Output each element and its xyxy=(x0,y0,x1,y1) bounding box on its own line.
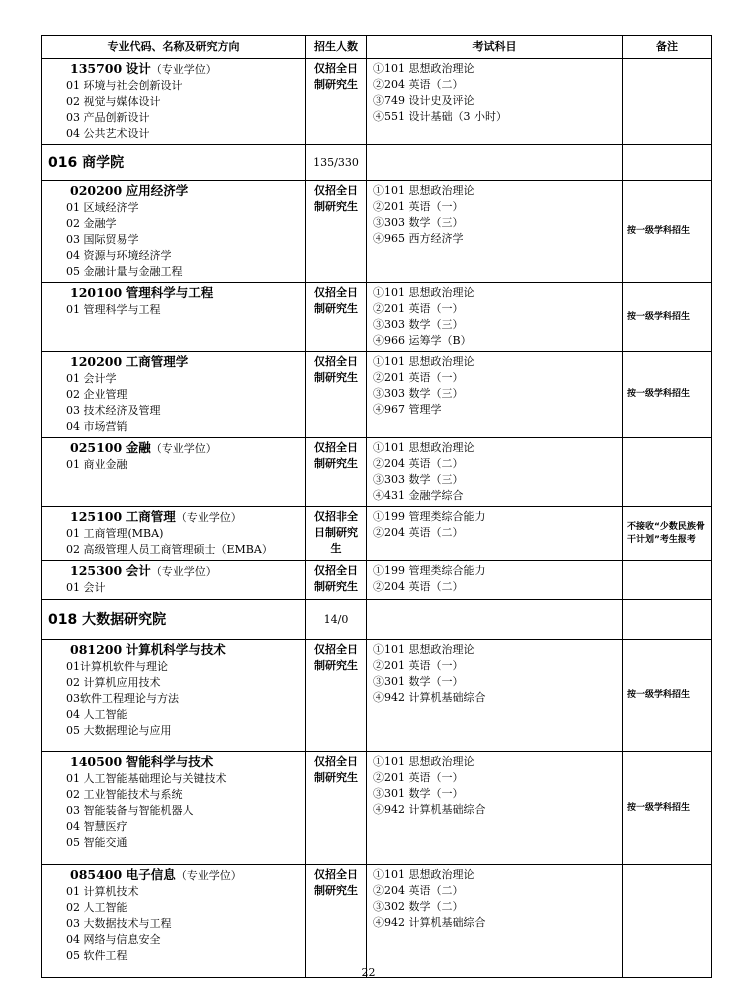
direction-item: 02 工业智能技术与系统 xyxy=(66,788,183,801)
count-text: 制研究生 xyxy=(314,884,358,897)
direction-item: 03 大数据技术与工程 xyxy=(66,917,172,930)
subject-item: ①101 思想政治理论 xyxy=(373,184,475,197)
major-cell xyxy=(42,352,306,438)
count-text: 仅招全日 xyxy=(314,441,358,454)
count-text: 制研究生 xyxy=(314,302,358,315)
subject-item: ④942 计算机基础综合 xyxy=(373,803,486,816)
major-code: 020200 xyxy=(70,183,123,198)
major-degree-note: （专业学位） xyxy=(175,869,242,882)
subject-item: ③303 数学（三） xyxy=(373,216,464,229)
major-name: 设计 xyxy=(125,61,151,76)
subject-item: ②201 英语（一） xyxy=(373,371,464,384)
major-code: 120100 xyxy=(70,285,123,300)
major-code: 081200 xyxy=(70,642,123,657)
major-cell xyxy=(42,507,306,561)
table-row xyxy=(42,438,712,507)
count-text: 仅招全日 xyxy=(314,62,358,75)
subject-item: ①101 思想政治理论 xyxy=(373,441,475,454)
header-count: 招生人数 xyxy=(306,36,367,59)
direction-item: 05 大数据理论与应用 xyxy=(66,724,172,737)
remark-cell xyxy=(623,438,712,507)
subjects-cell xyxy=(367,352,623,438)
major-cell xyxy=(42,865,306,978)
major-degree-note: （专业学位） xyxy=(175,511,242,524)
count-cell xyxy=(306,507,367,561)
major-name: 金融 xyxy=(125,440,151,455)
direction-item: 05 智能交通 xyxy=(66,836,128,849)
subject-item: ①199 管理类综合能力 xyxy=(373,510,486,523)
major-name: 应用经济学 xyxy=(125,183,189,198)
major-degree-note: （专业学位） xyxy=(150,63,217,76)
count-text: 制研究生 xyxy=(314,771,358,784)
remark-cell xyxy=(623,59,712,145)
direction-item: 01 会计 xyxy=(66,581,106,594)
remark-cell: 按一级学科招生 xyxy=(623,352,712,438)
direction-item: 02 视觉与媒体设计 xyxy=(66,95,161,108)
count-cell xyxy=(306,352,367,438)
subject-item: ②204 英语（二） xyxy=(373,457,464,470)
count-text: 制研究生 xyxy=(314,200,358,213)
count-text: 制研究生 xyxy=(314,457,358,470)
subject-item: ④966 运筹学（B） xyxy=(373,334,472,347)
major-cell xyxy=(42,181,306,283)
subjects-cell xyxy=(367,865,623,978)
count-text: 生 xyxy=(330,542,342,555)
direction-item: 02 人工智能 xyxy=(66,901,128,914)
remark-cell: 按一级学科招生 xyxy=(623,640,712,752)
major-cell xyxy=(42,59,306,145)
subject-item: ②201 英语（一） xyxy=(373,302,464,315)
count-cell xyxy=(306,561,367,600)
direction-item: 02 金融学 xyxy=(66,217,117,230)
table-row xyxy=(42,561,712,600)
count-cell xyxy=(306,181,367,283)
subject-item: ④942 计算机基础综合 xyxy=(373,916,486,929)
remark-cell: 不接收“少数民族骨干计划”考生报考 xyxy=(623,507,712,561)
direction-item: 01 管理科学与工程 xyxy=(66,303,161,316)
header-notes: 备注 xyxy=(623,36,712,59)
subjects-cell xyxy=(367,507,623,561)
major-name: 管理科学与工程 xyxy=(125,285,214,300)
count-cell xyxy=(306,438,367,507)
major-cell xyxy=(42,283,306,352)
subject-item: ③302 数学（二） xyxy=(373,900,464,913)
major-name: 会计 xyxy=(125,563,151,578)
count-cell xyxy=(306,283,367,352)
direction-item: 01 工商管理(MBA) xyxy=(66,527,164,540)
empty-cell xyxy=(623,600,712,640)
subject-item: ②204 英语（二） xyxy=(373,580,464,593)
subjects-cell xyxy=(367,640,623,752)
subject-item: ③303 数学（三） xyxy=(373,387,464,400)
subject-item: ④431 金融学综合 xyxy=(373,489,464,502)
direction-item: 01 计算机技术 xyxy=(66,885,139,898)
subject-item: ①101 思想政治理论 xyxy=(373,755,475,768)
subject-item: ①101 思想政治理论 xyxy=(373,286,475,299)
table-header-row xyxy=(42,36,712,59)
table-row xyxy=(42,640,712,752)
table-row xyxy=(42,283,712,352)
direction-item: 02 企业管理 xyxy=(66,388,128,401)
major-code: 025100 xyxy=(70,440,123,455)
admissions-table xyxy=(41,35,712,978)
subject-item: ①101 思想政治理论 xyxy=(373,355,475,368)
count-text: 日制研究 xyxy=(314,526,358,539)
major-name: 工商管理 xyxy=(125,509,176,524)
count-text: 制研究生 xyxy=(314,371,358,384)
count-text: 制研究生 xyxy=(314,580,358,593)
subject-item: ④942 计算机基础综合 xyxy=(373,691,486,704)
table-row xyxy=(42,507,712,561)
direction-item: 04 智慧医疗 xyxy=(66,820,128,833)
count-text: 制研究生 xyxy=(314,659,358,672)
subject-item: ①101 思想政治理论 xyxy=(373,868,475,881)
direction-item: 04 市场营销 xyxy=(66,420,128,433)
subject-item: ③303 数学（三） xyxy=(373,473,464,486)
direction-item: 04 资源与环境经济学 xyxy=(66,249,172,262)
header-subjects: 考试科目 xyxy=(367,36,623,59)
table-row xyxy=(42,752,712,865)
major-code: 085400 xyxy=(70,867,123,882)
direction-item: 01 区域经济学 xyxy=(66,201,139,214)
table-row xyxy=(42,181,712,283)
direction-item: 03软件工程理论与方法 xyxy=(66,692,179,705)
major-cell xyxy=(42,640,306,752)
subjects-cell xyxy=(367,59,623,145)
subjects-cell xyxy=(367,438,623,507)
subject-item: ①199 管理类综合能力 xyxy=(373,564,486,577)
direction-item: 02 高级管理人员工商管理硕士（EMBA） xyxy=(66,543,273,556)
major-name: 电子信息 xyxy=(125,867,176,882)
count-text: 仅招全日 xyxy=(314,755,358,768)
major-code: 125100 xyxy=(70,509,123,524)
subject-item: ②204 英语（二） xyxy=(373,526,464,539)
subjects-cell xyxy=(367,561,623,600)
major-name: 智能科学与技术 xyxy=(125,754,214,769)
remark-cell: 按一级学科招生 xyxy=(623,283,712,352)
count-text: 仅招全日 xyxy=(314,643,358,656)
header-major: 专业代码、名称及研究方向 xyxy=(42,36,306,59)
subject-item: ②204 英语（二） xyxy=(373,78,464,91)
count-text: 仅招全日 xyxy=(314,184,358,197)
subject-item: ③301 数学（一） xyxy=(373,675,464,688)
count-cell xyxy=(306,59,367,145)
count-cell xyxy=(306,865,367,978)
direction-item: 01 商业金融 xyxy=(66,458,128,471)
direction-item: 01 人工智能基础理论与关键技术 xyxy=(66,772,227,785)
school-name: 016 商学院 xyxy=(42,145,306,181)
major-degree-note: （专业学位） xyxy=(150,442,217,455)
count-text: 仅招全日 xyxy=(314,286,358,299)
subject-item: ②201 英语（一） xyxy=(373,659,464,672)
major-code: 120200 xyxy=(70,354,123,369)
direction-item: 05 软件工程 xyxy=(66,949,128,962)
count-text: 仅招非全 xyxy=(314,510,358,523)
direction-item: 04 网络与信息安全 xyxy=(66,933,161,946)
direction-item: 03 智能装备与智能机器人 xyxy=(66,804,194,817)
count-cell xyxy=(306,752,367,865)
direction-item: 03 国际贸易学 xyxy=(66,233,139,246)
subject-item: ④967 管理学 xyxy=(373,403,442,416)
subject-item: ②201 英语（一） xyxy=(373,200,464,213)
direction-item: 02 计算机应用技术 xyxy=(66,676,161,689)
direction-item: 03 技术经济及管理 xyxy=(66,404,161,417)
school-count: 135/330 xyxy=(306,145,367,181)
direction-item: 01 会计学 xyxy=(66,372,117,385)
table-row xyxy=(42,352,712,438)
table-row xyxy=(42,865,712,978)
count-cell xyxy=(306,640,367,752)
count-text: 仅招全日 xyxy=(314,564,358,577)
subjects-cell xyxy=(367,283,623,352)
subject-item: ③301 数学（一） xyxy=(373,787,464,800)
empty-cell xyxy=(367,600,623,640)
count-text: 制研究生 xyxy=(314,78,358,91)
major-degree-note: （专业学位） xyxy=(150,565,217,578)
count-text: 仅招全日 xyxy=(314,868,358,881)
school-row xyxy=(42,600,712,640)
school-count: 14/0 xyxy=(306,600,367,640)
subject-item: ①101 思想政治理论 xyxy=(373,62,475,75)
direction-item: 03 产品创新设计 xyxy=(66,111,150,124)
subjects-cell xyxy=(367,181,623,283)
subject-item: ③303 数学（三） xyxy=(373,318,464,331)
remark-cell xyxy=(623,865,712,978)
subject-item: ②201 英语（一） xyxy=(373,771,464,784)
major-code: 140500 xyxy=(70,754,123,769)
major-name: 计算机科学与技术 xyxy=(125,642,226,657)
major-code: 135700 xyxy=(70,61,123,76)
major-code: 125300 xyxy=(70,563,123,578)
subject-item: ①101 思想政治理论 xyxy=(373,643,475,656)
subject-item: ②204 英语（二） xyxy=(373,884,464,897)
subject-item: ④551 设计基础（3 小时） xyxy=(373,110,507,123)
subject-item: ③749 设计史及评论 xyxy=(373,94,475,107)
empty-cell xyxy=(367,145,623,181)
major-cell xyxy=(42,561,306,600)
major-cell xyxy=(42,438,306,507)
major-cell xyxy=(42,752,306,865)
direction-item: 01 环境与社会创新设计 xyxy=(66,79,183,92)
remark-cell: 按一级学科招生 xyxy=(623,181,712,283)
school-name: 018 大数据研究院 xyxy=(42,600,306,640)
empty-cell xyxy=(623,145,712,181)
school-row xyxy=(42,145,712,181)
remark-cell: 按一级学科招生 xyxy=(623,752,712,865)
remark-cell xyxy=(623,561,712,600)
count-text: 仅招全日 xyxy=(314,355,358,368)
direction-item: 05 金融计量与金融工程 xyxy=(66,265,183,278)
table-row xyxy=(42,59,712,145)
page-number: 22 xyxy=(361,966,376,979)
direction-item: 01计算机软件与理论 xyxy=(66,660,168,673)
direction-item: 04 公共艺术设计 xyxy=(66,127,150,140)
major-name: 工商管理学 xyxy=(125,354,189,369)
direction-item: 04 人工智能 xyxy=(66,708,128,721)
subject-item: ④965 西方经济学 xyxy=(373,232,464,245)
subjects-cell xyxy=(367,752,623,865)
